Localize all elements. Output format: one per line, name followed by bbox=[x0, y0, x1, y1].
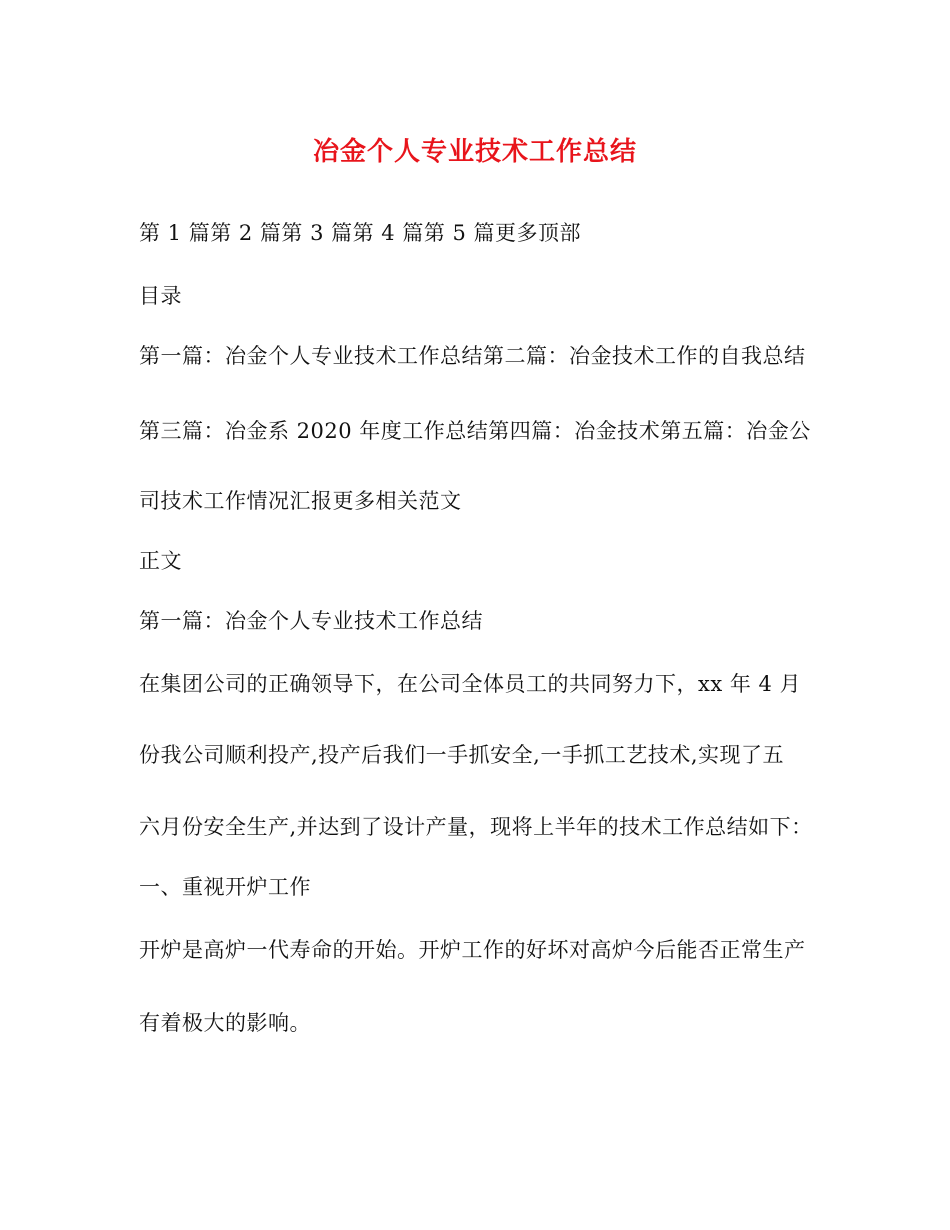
document-title: 冶金个人专业技术工作总结 bbox=[312, 137, 637, 167]
toc-line-1: 第一篇：冶金个人专业技术工作总结第二篇：冶金技术工作的自我总结 bbox=[139, 344, 806, 368]
paragraph-line: 六月份安全生产,并达到了设计产量，现将上半年的技术工作总结如下： bbox=[139, 815, 813, 839]
paragraph-line: 份我公司顺利投产,投产后我们一手抓安全,一手抓工艺技术,实现了五 bbox=[139, 743, 785, 767]
chapter-nav-line: 第 1 篇第 2 篇第 3 篇第 4 篇第 5 篇更多顶部 bbox=[139, 221, 582, 245]
toc-line-3: 司技术工作情况汇报更多相关范文 bbox=[139, 489, 462, 513]
paragraph-line: 开炉是高炉一代寿命的开始。开炉工作的好坏对高炉今后能否正常生产 bbox=[139, 938, 806, 962]
paragraph-line: 在集团公司的正确领导下，在公司全体员工的共同努力下，xx 年 4 月 bbox=[139, 672, 802, 696]
article-title: 第一篇：冶金个人专业技术工作总结 bbox=[139, 609, 483, 633]
paragraph-line: 有着极大的影响。 bbox=[139, 1011, 311, 1035]
toc-heading: 目录 bbox=[139, 284, 182, 308]
section-heading: 一、重视开炉工作 bbox=[139, 875, 311, 899]
toc-line-2: 第三篇：冶金系 2020 年度工作总结第四篇：冶金技术第五篇：冶金公 bbox=[139, 419, 811, 443]
body-heading: 正文 bbox=[139, 549, 182, 573]
